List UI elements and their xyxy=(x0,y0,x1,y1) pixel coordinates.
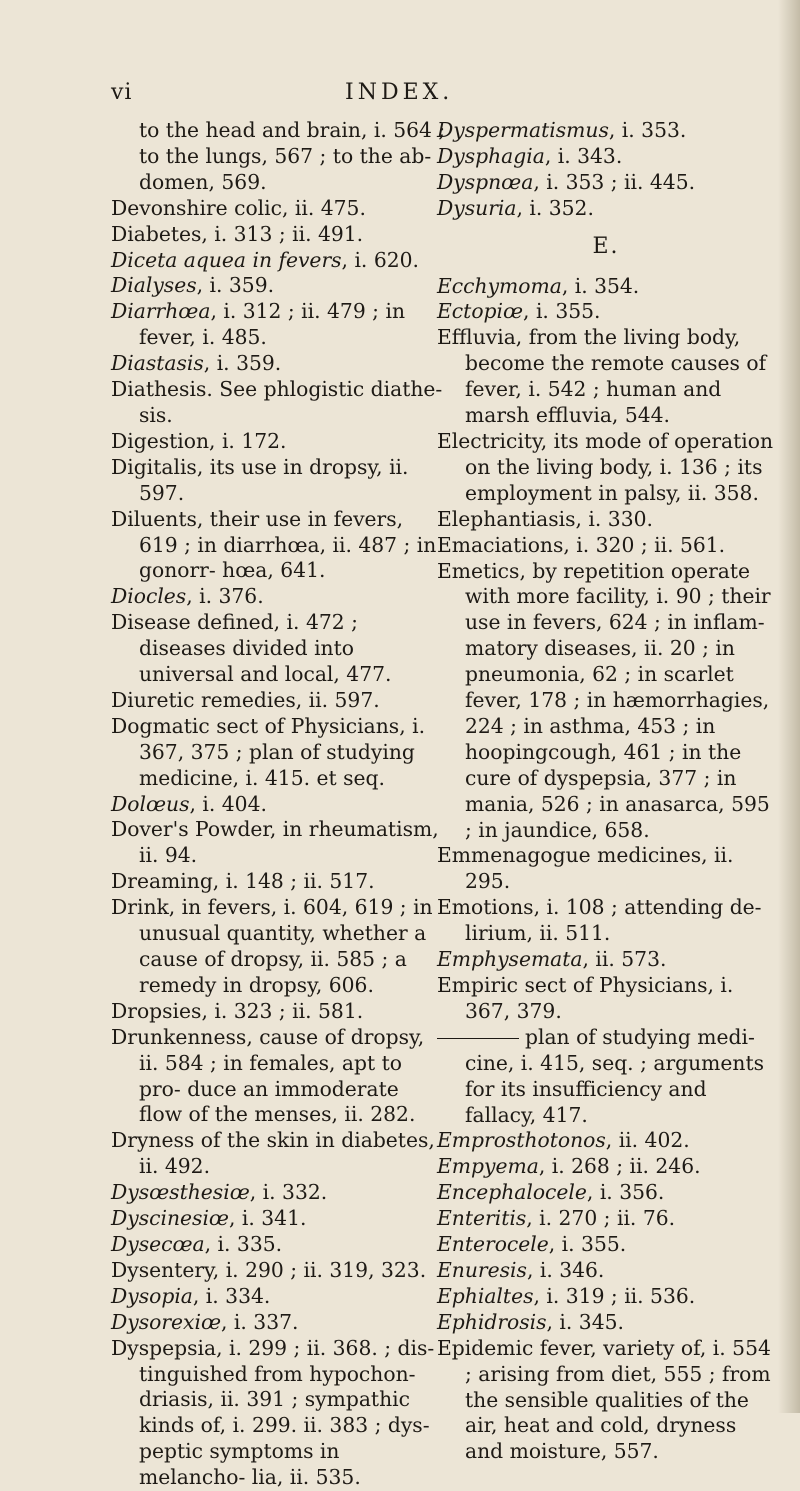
index-entry: Diathesis. See phlogistic diathe- sis. xyxy=(111,377,443,427)
index-entry: Encephalocele, i. 356. xyxy=(437,1180,665,1205)
index-entry: Emmenagogue medicines, ii. 295. xyxy=(437,843,734,894)
index-entry: Empyema, i. 268 ; ii. 246. xyxy=(437,1154,701,1179)
index-column-right xyxy=(437,118,775,1465)
index-entry: Ectopiœ, i. 355. xyxy=(437,299,601,324)
index-headword: Enuresis xyxy=(437,1257,527,1282)
index-headword: Dyspnœa xyxy=(437,169,534,194)
ditto-dash xyxy=(437,1038,519,1039)
page-header xyxy=(0,66,800,106)
index-entry: Diarrhœa, i. 312 ; ii. 479 ; in fever, i. 485. xyxy=(111,299,406,350)
index-headword: Dyscinesiœ xyxy=(111,1206,229,1231)
page-edge-shadow xyxy=(778,0,800,1413)
index-entry: Diocles, i. 376. xyxy=(111,584,264,609)
index-headword: Enteritis xyxy=(437,1206,527,1231)
index-headword: Dialyses xyxy=(111,273,197,298)
index-headword: Dysœsthesiœ xyxy=(111,1180,250,1205)
index-entry: Effluvia, from the living body, become the remote causes of fever, i. 542 ; human and marsh effluvia, 544. xyxy=(437,325,767,428)
index-entry: Dysphagia, i. 343. xyxy=(437,143,623,168)
index-headword: Dolœus xyxy=(111,791,190,816)
index-entry: Dyspermatismus, i. 353. xyxy=(437,118,687,142)
index-entry: Emaciations, i. 320 ; ii. 561. xyxy=(437,532,726,557)
index-headword: Emphysemata xyxy=(437,947,583,972)
index-entry: Diabetes, i. 313 ; ii. 491. xyxy=(111,221,364,246)
index-entry: Enuresis, i. 346. xyxy=(437,1257,605,1282)
index-headword: Enterocele xyxy=(437,1232,549,1257)
index-headword: Diceta aquea in fevers xyxy=(111,247,342,272)
index-entry: Diceta aquea in fevers, i. 620. xyxy=(111,247,419,272)
index-entry: Dyscinesiœ, i. 341. xyxy=(111,1206,307,1231)
index-headword: Ephialtes xyxy=(437,1283,534,1308)
index-entry: Enterocele, i. 355. xyxy=(437,1232,627,1257)
index-entry: Digestion, i. 172. xyxy=(111,428,287,453)
index-headword: Dysphagia xyxy=(437,143,545,168)
index-entry: Dolœus, i. 404. xyxy=(111,791,267,816)
index-entry: to the head and brain, i. 564 ; to the lungs, 567 ; to the ab- domen, 569. xyxy=(139,118,446,194)
index-entry: Dysorexiœ, i. 337. xyxy=(111,1309,299,1334)
index-entry: Disease defined, i. 472 ; diseases divided into universal and local, 477. xyxy=(111,610,392,687)
index-headword: Dysecœa xyxy=(111,1231,205,1256)
index-headword: Dyspermatismus xyxy=(437,118,609,142)
index-headword: Diarrhœa xyxy=(111,299,211,324)
index-entry-continuation xyxy=(437,1025,775,1129)
index-entry: Dreaming, i. 148 ; ii. 517. xyxy=(111,869,375,894)
index-entry: Electricity, its mode of operation on the living body, i. 136 ; its employment in palsy, ii. 358. xyxy=(437,428,774,505)
index-entry: Emetics, by repetition operate with more facility, i. 90 ; their use in fevers, 624 ; in inflam- matory diseases, ii. 20 ; in pneumonia, 62 ; in scarlet fever, 178 ; in hæmorrhagies, 224 ; in asthma, 453 ; in hoopingcough, 461 ; in the cure of dyspepsia, 377 ; in mania, 526 ; in anasarca, 595 ; in jaundice, 658. xyxy=(437,558,771,842)
index-entry: Dysentery, i. 290 ; ii. 319, 323. xyxy=(111,1257,427,1282)
index-entry: Epidemic fever, variety of, i. 554 ; arising from diet, 555 ; from the sensible qualities of the air, heat and cold, dryness and moisture, 557. xyxy=(437,1335,771,1464)
index-entry: Dyspepsia, i. 299 ; ii. 368. ; dis- tinguished from hypochon- driasis, ii. 391 ; sympathic kinds of, i. 299. ii. 383 ; dys- peptic symptoms in melancho- lia, ii. 535. xyxy=(111,1335,435,1490)
index-headword: Diastasis xyxy=(111,351,204,376)
index-entry: Enteritis, i. 270 ; ii. 76. xyxy=(437,1206,676,1231)
index-headword: Ephidrosis xyxy=(437,1309,547,1334)
index-entry: Dogmatic sect of Physicians, i. 367, 375 ; plan of studying medicine, i. 415. et seq. xyxy=(111,713,426,790)
index-entry: Devonshire colic, ii. 475. xyxy=(111,195,366,220)
index-entry: Dysopia, i. 334. xyxy=(111,1283,271,1308)
index-entry: Empiric sect of Physicians, i. 367, 379. xyxy=(437,973,734,1023)
index-entry: Dyspnœa, i. 353 ; ii. 445. xyxy=(437,169,696,194)
index-entry: Drunkenness, cause of dropsy, ii. 584 ; in females, apt to pro- duce an immoderate flow of the menses, ii. 282. xyxy=(111,1024,425,1127)
index-column-left xyxy=(111,118,446,1491)
index-entry: Diluents, their use in fevers, 619 ; in diarrhœa, ii. 487 ; in gonorr- hœa, 641. xyxy=(111,506,437,583)
running-title: INDEX. xyxy=(345,80,454,105)
index-entry: Digitalis, its use in dropsy, ii. 597. xyxy=(111,454,409,505)
index-entry: Emotions, i. 108 ; attending de- lirium, ii. 511. xyxy=(437,895,762,946)
index-entry: Ecchymoma, i. 354. xyxy=(437,273,640,298)
index-entry: Emprosthotonos, ii. 402. xyxy=(437,1128,690,1153)
index-entry: Diuretic remedies, ii. 597. xyxy=(111,687,380,712)
page-number: vi xyxy=(111,80,133,105)
index-entry: Dover's Powder, in rheumatism, ii. 94. xyxy=(111,817,439,868)
index-headword: Emprosthotonos xyxy=(437,1128,606,1153)
index-entry: Dysœsthesiœ, i. 332. xyxy=(111,1180,328,1205)
index-entry: Diastasis, i. 359. xyxy=(111,351,282,376)
section-letter-heading: E. xyxy=(592,233,620,259)
index-entry: Dialyses, i. 359. xyxy=(111,273,275,298)
index-headword: Dysopia xyxy=(111,1283,193,1308)
index-headword: Ecchymoma xyxy=(437,273,562,298)
index-headword: Empyema xyxy=(437,1154,539,1179)
index-headword: Diocles xyxy=(111,584,187,609)
index-entry: Dropsies, i. 323 ; ii. 581. xyxy=(111,998,364,1023)
index-headword: Dysuria xyxy=(437,195,517,220)
index-entry: Elephantiasis, i. 330. xyxy=(437,506,653,531)
index-headword: Encephalocele xyxy=(437,1180,587,1205)
index-entry-text: plan of studying medi- cine, i. 415, seq. ; arguments for its insufficiency and fallacy, 417. xyxy=(465,1024,765,1127)
index-entry: Ephidrosis, i. 345. xyxy=(437,1309,624,1334)
index-entry: Ephialtes, i. 319 ; ii. 536. xyxy=(437,1283,696,1308)
index-headword: Ectopiœ xyxy=(437,299,524,324)
index-entry: Dysecœa, i. 335. xyxy=(111,1231,283,1256)
index-entry: Dysuria, i. 352. xyxy=(437,195,594,220)
index-headword: Dysorexiœ xyxy=(111,1309,222,1334)
index-entry: Drink, in fevers, i. 604, 619 ; in unusual quantity, whether a cause of dropsy, ii. 585 ; a remedy in dropsy, 606. xyxy=(111,895,433,997)
index-entry: Emphysemata, ii. 573. xyxy=(437,947,667,972)
index-entry: Dryness of the skin in diabetes, ii. 492. xyxy=(111,1128,435,1179)
